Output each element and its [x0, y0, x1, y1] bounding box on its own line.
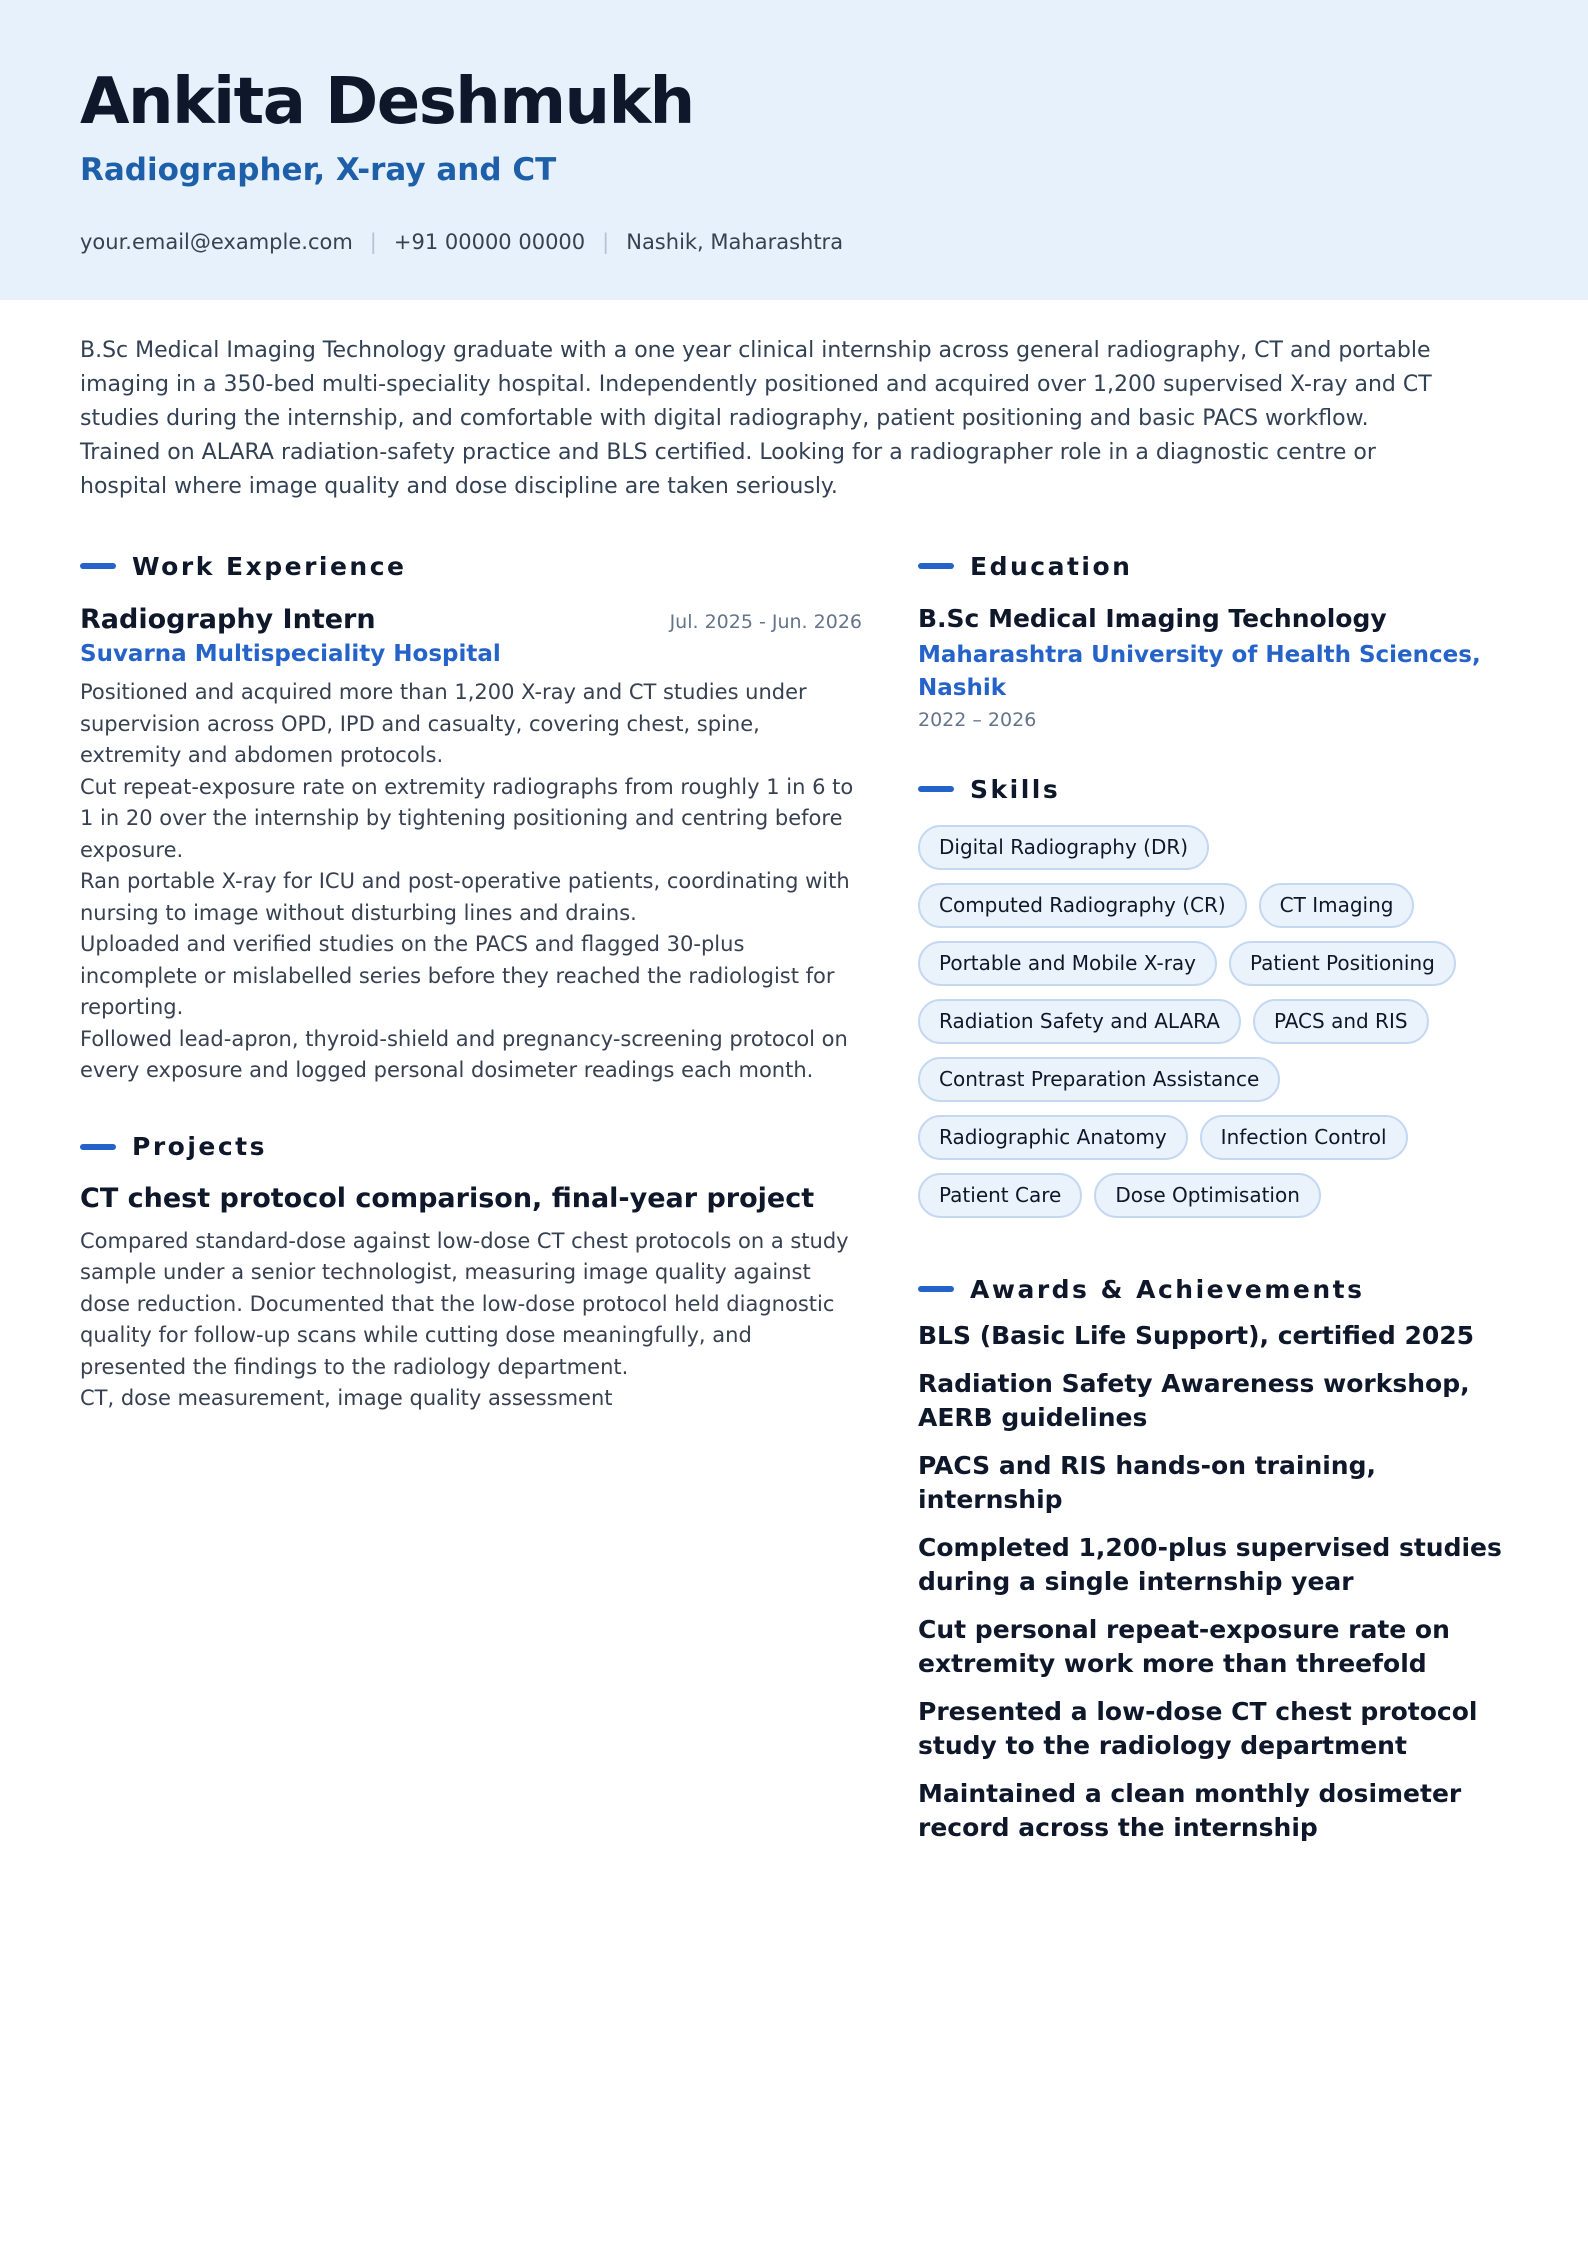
- contact-phone[interactable]: +91 00000 00000: [393, 230, 586, 254]
- award-item: Cut personal repeat-exposure rate on extremity work more than threefold: [918, 1615, 1450, 1678]
- professional-summary: B.Sc Medical Imaging Technology graduate with a one year clinical internship across general radiography, CT and portable imaging in a 350-bed multi-speciality hospital. Independently positioned and acquired over 1,200 supervised X-ray and CT studies during the internship, and comfortable with digital radiography, patient positioning and basic PACS workflow. Trained on ALARA radiation-safety practice and BLS certified. Looking for a radiographer role in a diagnostic centre or hospital where image quality and dose discipline are taken seriously.: [80, 338, 1432, 499]
- award-item: BLS (Basic Life Support), certified 2025: [918, 1321, 1475, 1350]
- section-accent-bar: [80, 563, 116, 569]
- award-item: Completed 1,200-plus supervised studies during a single internship year: [918, 1533, 1502, 1596]
- awards-list: [918, 1319, 1508, 1845]
- education-years: 2022 – 2026: [918, 709, 1037, 731]
- project-title: CT chest protocol comparison, final-year project: [80, 1182, 815, 1214]
- candidate-role: Radiographer, X-ray and CT: [80, 152, 557, 188]
- awards-heading: [918, 1269, 1508, 1309]
- section-title-text: Work Experience: [132, 551, 407, 581]
- job-bullet: Uploaded and verified studies on the PACS and flagged 30-plus incomplete or mislabelled series before they reached the radiologist for reporting.: [80, 932, 835, 1019]
- section-accent-bar: [918, 1286, 954, 1292]
- job-bullet: Cut repeat-exposure rate on extremity radiographs from roughly 1 in 6 to 1 in 20 over the internship by tightening positioning and centring before exposure.: [80, 774, 854, 862]
- projects-section: [80, 1127, 862, 1415]
- job-bullet: Positioned and acquired more than 1,200 X-ray and CT studies under supervision across OPD, IPD and casualty, covering chest, spine, extremity and abdomen protocols.: [80, 680, 807, 767]
- contact-email[interactable]: your.email@example.com: [80, 230, 353, 254]
- award-item: Presented a low-dose CT chest protocol study to the radiology department: [918, 1697, 1478, 1760]
- section-accent-bar: [918, 563, 954, 569]
- right-column: [918, 546, 1508, 1845]
- skill-chip: CT Imaging: [1259, 883, 1415, 928]
- education-school: Maharashtra University of Health Sciences, Nashik: [918, 642, 1481, 701]
- project-description: Compared standard-dose against low-dose CT chest protocols on a study sample under a senior technologist, measuring image quality against dose reduction. Documented that the low-dose protocol held diagnostic quality for follow-up scans while cutting dose meaningfully, and presented the findings to the radiology department.: [80, 1228, 849, 1379]
- section-accent-bar: [918, 786, 954, 792]
- skill-chip: Patient Positioning: [1229, 941, 1456, 986]
- award-item: PACS and RIS hands-on training, internship: [918, 1451, 1376, 1514]
- job-dates: Jul. 2025 - Jun. 2026: [669, 611, 862, 633]
- skills-chip-list: [918, 825, 1508, 1231]
- awards-section: [918, 1269, 1508, 1845]
- section-title-text: Skills: [970, 774, 1061, 804]
- skill-chip: Patient Care: [918, 1173, 1082, 1218]
- education-entry: [918, 604, 1508, 731]
- contact-line: [80, 230, 1508, 254]
- award-item: Radiation Safety Awareness workshop, AERB guidelines: [918, 1369, 1470, 1432]
- job-entry: [80, 604, 862, 1087]
- award-item: Maintained a clean monthly dosimeter record across the internship: [918, 1779, 1462, 1842]
- skills-heading: [918, 769, 1508, 809]
- job-bullets: [80, 677, 862, 1087]
- projects-heading: [80, 1127, 862, 1167]
- resume-body: [0, 546, 1588, 1845]
- resume-header: [0, 0, 1588, 300]
- candidate-name: Ankita Deshmukh: [80, 65, 694, 139]
- skills-section: [918, 769, 1508, 1231]
- job-header: [80, 604, 862, 635]
- contact-location: Nashik, Maharashtra: [626, 230, 844, 254]
- left-column: [80, 546, 862, 1845]
- skill-chip: Contrast Preparation Assistance: [918, 1057, 1280, 1102]
- section-title-text: Education: [970, 551, 1133, 581]
- education-degree: B.Sc Medical Imaging Technology: [918, 604, 1387, 633]
- skill-chip: Computed Radiography (CR): [918, 883, 1247, 928]
- skill-chip: Radiographic Anatomy: [918, 1115, 1188, 1160]
- work-experience-heading: [80, 546, 862, 586]
- skill-chip: Infection Control: [1200, 1115, 1408, 1160]
- skill-chip: Dose Optimisation: [1094, 1173, 1321, 1218]
- skill-chip: Portable and Mobile X-ray: [918, 941, 1217, 986]
- project-details: [80, 1226, 862, 1415]
- skill-chip: Radiation Safety and ALARA: [918, 999, 1241, 1044]
- section-title-text: Awards & Achievements: [970, 1274, 1365, 1304]
- job-organization: Suvarna Multispeciality Hospital: [80, 641, 501, 667]
- job-bullet: Ran portable X-ray for ICU and post-operative patients, coordinating with nursing to image without disturbing lines and drains.: [80, 869, 850, 925]
- education-heading: [918, 546, 1508, 586]
- contact-separator: |: [602, 230, 610, 254]
- project-tags: CT, dose measurement, image quality assessment: [80, 1386, 613, 1410]
- section-accent-bar: [80, 1144, 116, 1150]
- contact-separator: |: [369, 230, 377, 254]
- skill-chip: Digital Radiography (DR): [918, 825, 1209, 870]
- section-title-text: Projects: [132, 1132, 268, 1161]
- job-title: Radiography Intern: [80, 604, 376, 635]
- skill-chip: PACS and RIS: [1253, 999, 1429, 1044]
- job-bullet: Followed lead-apron, thyroid-shield and pregnancy-screening protocol on every exposure and logged personal dosimeter readings each month.: [80, 1026, 848, 1082]
